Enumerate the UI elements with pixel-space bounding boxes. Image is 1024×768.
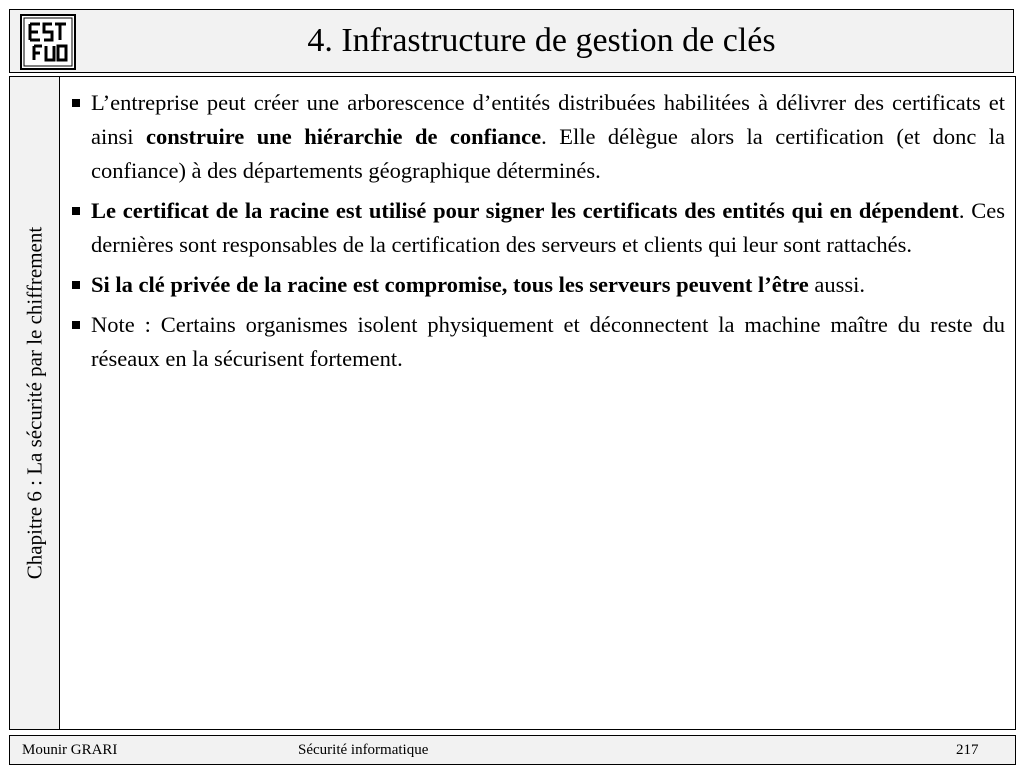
bullet-text: . Ces dernières sont responsables de la certification des serveurs et clients qui leur sont rattachés. (91, 198, 1006, 257)
bullet-text: aussi. (808, 272, 866, 297)
bullet-text: L’entreprise peut créer une arborescence d’entités distribuées habilitées à délivrer des certificats et ainsi (91, 90, 1005, 149)
slide-title: 4. Infrastructure de gestion de clés (307, 22, 776, 59)
bullet-item (72, 308, 1005, 376)
title-bar (9, 9, 1014, 73)
footer-bar (9, 735, 1016, 765)
bullet-square-icon (72, 281, 80, 289)
slide-body (9, 76, 1016, 730)
bullet-text: Note : Certains organismes isolent physiquement et déconnectent la machine maître du reste du réseaux en la sécurisent fortement. (91, 312, 1005, 371)
bullet-item (72, 194, 1005, 262)
school-logo (20, 14, 76, 70)
footer-author: Mounir GRARI (22, 742, 118, 758)
bullet-square-icon (72, 207, 80, 215)
page-number: 217 (956, 742, 979, 758)
bullet-text-bold: Si la clé privée de la racine est compromise, tous les serveurs peuvent l’être (91, 272, 809, 297)
chapter-label: Chapitre 6 : La sécurité par le chiffrement (22, 226, 46, 580)
chapter-sidebar (10, 77, 60, 729)
bullet-text: . Elle délègue alors la certification (et donc la confiance) à des départements géographique déterminés. (91, 124, 1005, 183)
bullet-item (72, 268, 1005, 302)
bullet-item (72, 86, 1005, 188)
bullet-square-icon (72, 321, 80, 329)
bullet-square-icon (72, 99, 80, 107)
bullet-text-bold: construire une hiérarchie de confiance (145, 124, 542, 149)
bullet-list (72, 86, 1005, 382)
footer-course: Sécurité informatique (298, 742, 429, 758)
bullet-text-bold: Le certificat de la racine est utilisé pour signer les certificats des entités qui en dépendent (91, 198, 959, 223)
